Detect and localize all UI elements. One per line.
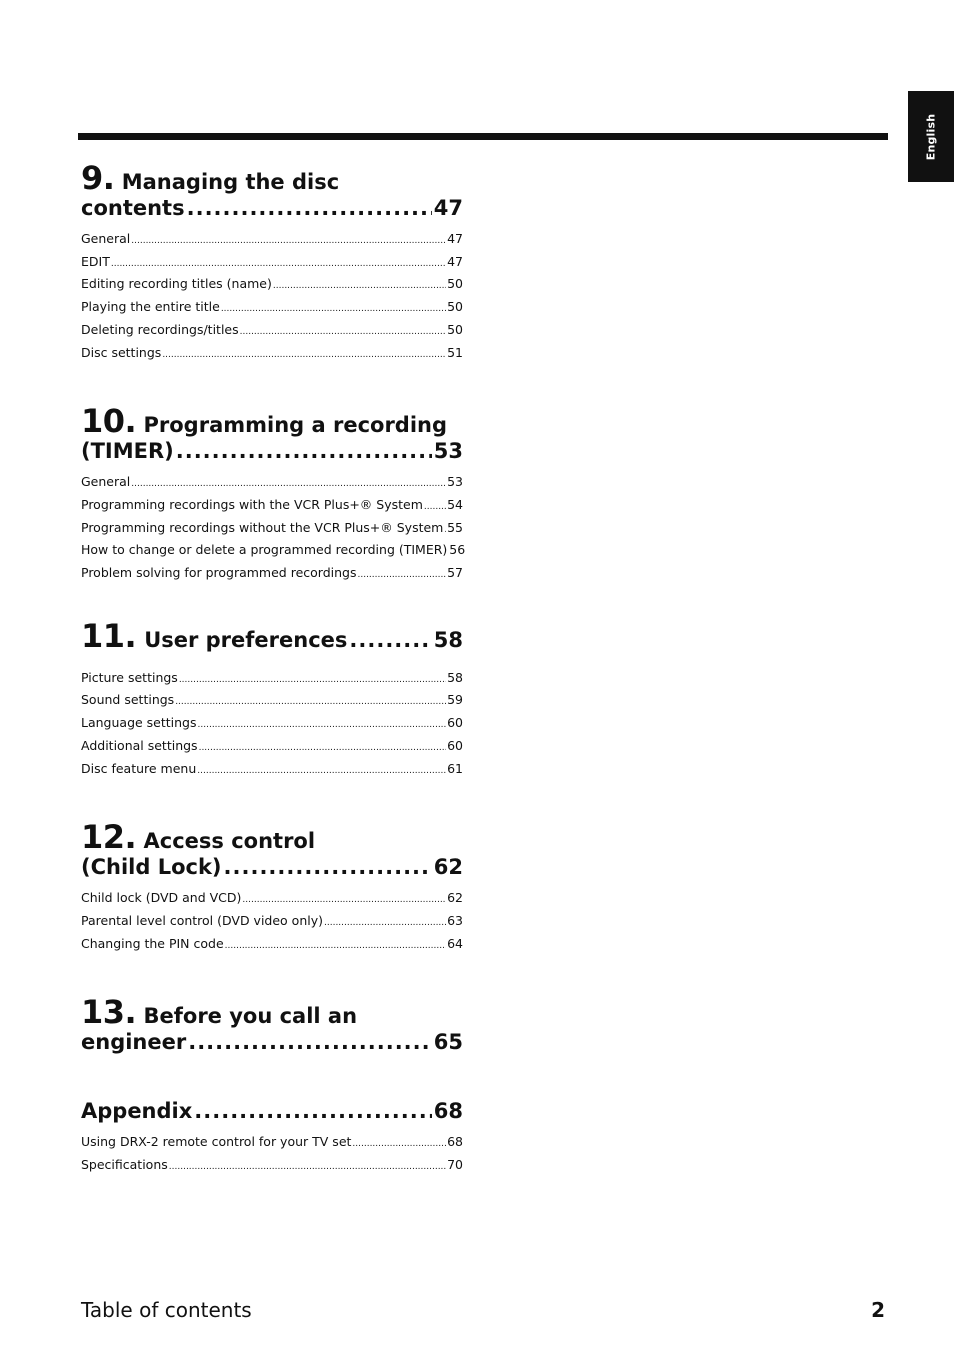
toc-entry[interactable] bbox=[81, 297, 463, 320]
entry-page: 53 bbox=[447, 474, 463, 490]
toc-section-appendix bbox=[81, 1097, 463, 1177]
top-rule bbox=[78, 133, 888, 140]
entry-page: 60 bbox=[447, 715, 463, 731]
toc-entry[interactable] bbox=[81, 713, 463, 736]
entry-page: 62 bbox=[447, 890, 463, 906]
entry-label: Playing the entire title bbox=[81, 299, 220, 315]
toc-entry[interactable] bbox=[81, 736, 463, 759]
entry-label: Disc feature menu bbox=[81, 760, 197, 776]
toc-entry[interactable] bbox=[81, 518, 463, 541]
entry-label: Picture settings bbox=[81, 669, 178, 685]
toc-entry[interactable] bbox=[81, 668, 463, 691]
language-tab bbox=[908, 91, 954, 182]
section-title-line2: (Child Lock) bbox=[81, 855, 222, 880]
dot-leader bbox=[162, 343, 446, 366]
dot-leader bbox=[199, 736, 447, 759]
entry-label: Editing recording titles (name) bbox=[81, 276, 272, 292]
section-page: 58 bbox=[433, 627, 463, 652]
entry-label: Problem solving for programmed recordings bbox=[81, 565, 357, 581]
footer-title: Table of contents bbox=[81, 1298, 252, 1322]
section-number: 11. bbox=[81, 616, 137, 655]
toc-entry[interactable] bbox=[81, 252, 463, 275]
language-tab-label: English bbox=[924, 113, 938, 160]
entry-page: 56 bbox=[449, 542, 466, 558]
toc-entry[interactable] bbox=[81, 563, 463, 586]
entry-label: Programming recordings without the VCR Plus+® System bbox=[81, 519, 444, 535]
dot-leader bbox=[444, 518, 446, 541]
dot-leader bbox=[194, 1097, 431, 1126]
entry-label: Deleting recordings/titles bbox=[81, 321, 239, 337]
dot-leader bbox=[221, 297, 446, 320]
toc-entry[interactable] bbox=[81, 540, 466, 563]
entry-label: Disc settings bbox=[81, 344, 162, 360]
entry-page: 58 bbox=[447, 669, 463, 685]
dot-leader bbox=[175, 690, 446, 713]
toc-entry[interactable] bbox=[81, 229, 463, 252]
section-title-line2: (TIMER) bbox=[81, 439, 174, 464]
entry-page: 50 bbox=[447, 299, 463, 315]
dot-leader bbox=[242, 888, 446, 911]
dot-leader bbox=[176, 437, 432, 466]
dot-leader bbox=[225, 934, 446, 957]
section-title-line2: Appendix bbox=[81, 1099, 193, 1124]
section-page: 65 bbox=[433, 1030, 463, 1055]
entry-label: Language settings bbox=[81, 715, 197, 731]
dot-leader bbox=[240, 320, 446, 343]
toc-entry[interactable] bbox=[81, 1155, 463, 1178]
entry-page: 64 bbox=[447, 935, 463, 951]
toc-section-11 bbox=[81, 616, 463, 782]
section-number: 10. bbox=[81, 402, 137, 441]
entry-page: 60 bbox=[447, 737, 463, 753]
dot-leader bbox=[324, 911, 446, 934]
section-title-line1: Access control bbox=[143, 829, 316, 854]
entry-label: Specifications bbox=[81, 1157, 168, 1173]
toc-entry[interactable] bbox=[81, 888, 463, 911]
entry-page: 55 bbox=[447, 519, 463, 535]
section-page: 68 bbox=[433, 1099, 463, 1124]
section-title-line1: Before you call an bbox=[143, 1004, 358, 1029]
entry-label: How to change or delete a programmed recording (TIMER) bbox=[81, 542, 448, 558]
dot-leader bbox=[187, 194, 432, 223]
dot-leader bbox=[197, 759, 446, 782]
section-heading[interactable] bbox=[81, 401, 463, 466]
section-title-line2: User preferences bbox=[144, 627, 348, 652]
table-of-contents bbox=[81, 158, 466, 1214]
entry-page: 51 bbox=[447, 344, 463, 360]
entry-page: 57 bbox=[447, 565, 463, 581]
dot-leader bbox=[188, 1028, 432, 1057]
section-title-line2: contents bbox=[81, 196, 185, 220]
entry-page: 59 bbox=[447, 692, 463, 708]
entry-label: EDIT bbox=[81, 253, 110, 269]
section-number: 9. bbox=[81, 159, 115, 197]
toc-entry[interactable] bbox=[81, 320, 463, 343]
entry-label: Using DRX-2 remote control for your TV set bbox=[81, 1134, 352, 1150]
entry-label: General bbox=[81, 474, 131, 490]
section-heading[interactable] bbox=[81, 616, 463, 662]
section-title-line2: engineer bbox=[81, 1030, 187, 1055]
dot-leader bbox=[198, 713, 447, 736]
dot-leader bbox=[131, 472, 446, 495]
section-heading[interactable] bbox=[81, 158, 463, 223]
dot-leader bbox=[357, 563, 446, 586]
section-page: 53 bbox=[433, 439, 463, 464]
dot-leader bbox=[352, 1132, 446, 1155]
section-heading[interactable] bbox=[81, 1097, 463, 1126]
entry-label: Programming recordings with the VCR Plus+® System bbox=[81, 496, 423, 512]
section-page: 62 bbox=[433, 855, 463, 880]
entry-page: 68 bbox=[447, 1134, 463, 1150]
dot-leader bbox=[273, 274, 446, 297]
dot-leader bbox=[224, 853, 432, 882]
entry-page: 54 bbox=[447, 496, 463, 512]
section-title-line1: Managing the disc bbox=[121, 170, 340, 194]
toc-entry[interactable] bbox=[81, 934, 463, 957]
toc-entry[interactable] bbox=[81, 911, 463, 934]
toc-section-12 bbox=[81, 817, 463, 956]
toc-entry[interactable] bbox=[81, 759, 463, 782]
toc-entry[interactable] bbox=[81, 472, 463, 495]
entry-label: Additional settings bbox=[81, 737, 198, 753]
entry-page: 47 bbox=[447, 253, 463, 269]
toc-section-13 bbox=[81, 992, 463, 1057]
entry-label: Sound settings bbox=[81, 692, 175, 708]
dot-leader bbox=[111, 252, 446, 275]
toc-section-10 bbox=[81, 401, 466, 586]
toc-entry[interactable] bbox=[81, 274, 463, 297]
section-heading[interactable] bbox=[81, 992, 463, 1057]
toc-entry[interactable] bbox=[81, 495, 463, 518]
entry-page: 50 bbox=[447, 321, 463, 337]
dot-leader bbox=[131, 229, 446, 252]
toc-section-9 bbox=[81, 158, 463, 365]
entry-page: 70 bbox=[447, 1157, 463, 1173]
section-number: 12. bbox=[81, 818, 137, 857]
section-heading[interactable] bbox=[81, 817, 463, 882]
entry-page: 50 bbox=[447, 276, 463, 292]
section-page: 47 bbox=[433, 196, 463, 220]
entry-label: General bbox=[81, 231, 131, 246]
dot-leader bbox=[424, 495, 446, 518]
entry-page: 47 bbox=[447, 231, 463, 246]
page-number: 2 bbox=[871, 1298, 885, 1322]
dot-leader bbox=[169, 1155, 446, 1178]
section-title-line1: Programming a recording bbox=[143, 413, 448, 438]
toc-entry[interactable] bbox=[81, 690, 463, 713]
dot-leader bbox=[349, 626, 431, 655]
entry-page: 61 bbox=[447, 760, 463, 776]
toc-entry[interactable] bbox=[81, 343, 463, 366]
entry-label: Parental level control (DVD video only) bbox=[81, 912, 323, 928]
dot-leader bbox=[179, 668, 446, 691]
entry-label: Child lock (DVD and VCD) bbox=[81, 890, 242, 906]
section-number: 13. bbox=[81, 993, 137, 1032]
toc-entry[interactable] bbox=[81, 1132, 463, 1155]
entry-page: 63 bbox=[447, 912, 463, 928]
entry-label: Changing the PIN code bbox=[81, 935, 224, 951]
